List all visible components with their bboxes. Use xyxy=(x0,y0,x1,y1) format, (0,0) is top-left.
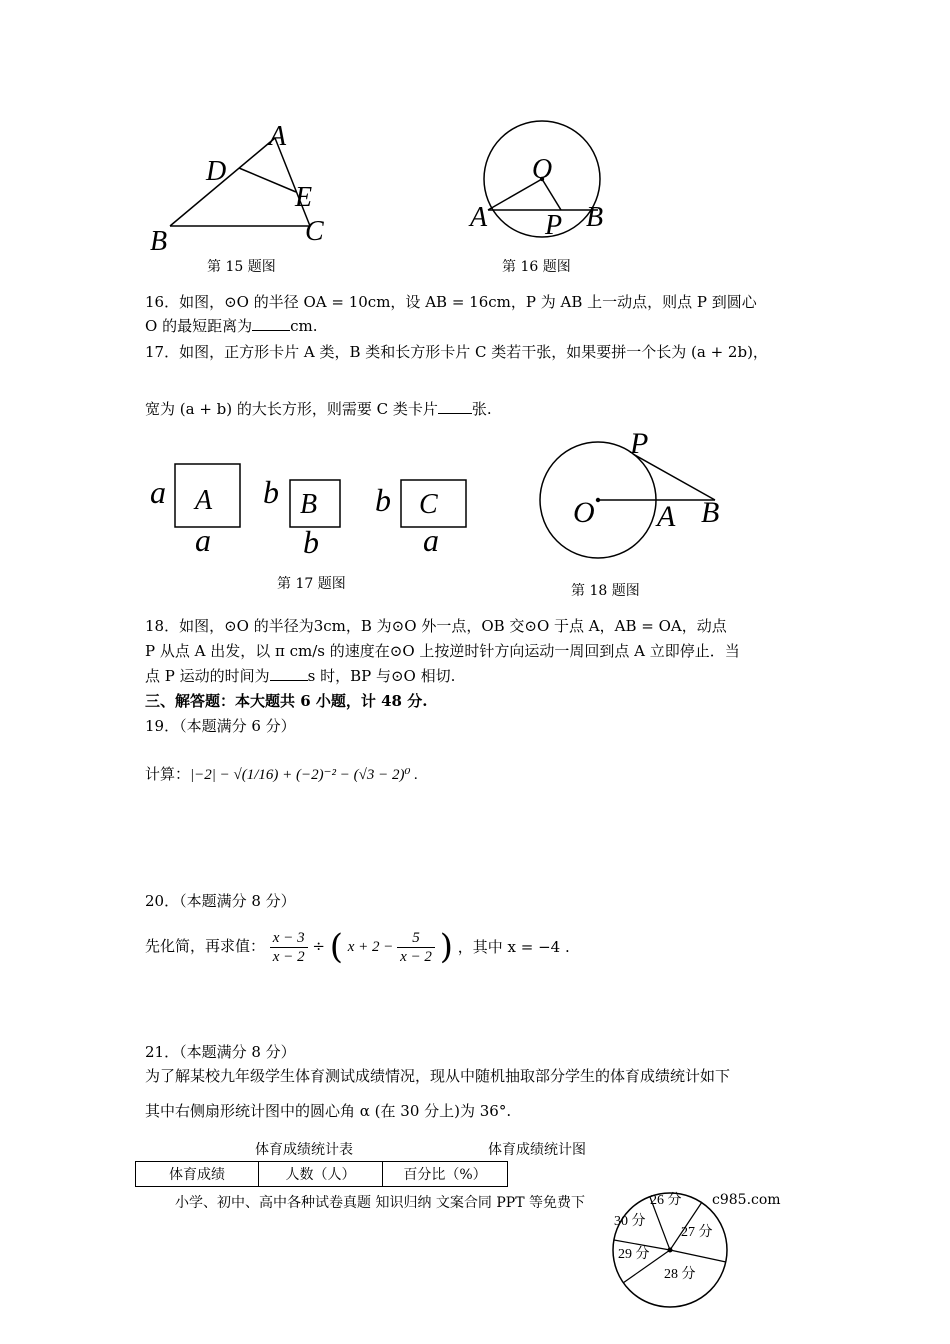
q17-line1: 17．如图，正方形卡片 A 类，B 类和长方形卡片 C 类若干张，如果要拼一个长为 (a + 2b)， xyxy=(145,343,768,361)
figure-17 xyxy=(145,455,485,560)
label-p: P xyxy=(630,428,649,460)
section-3-heading: 三、解答题：本大题共 6 小题，计 48 分. xyxy=(145,692,428,710)
q18-line3: 点 P 运动的时间为 s 时，BP 与⊙O 相切. xyxy=(145,667,456,685)
q21-head: 21．（本题满分 8 分） xyxy=(145,1043,296,1061)
q20-body: 先化简，再求值： $\frac{x - 3}{x - 2}$ ÷ ( x + 2 − $\frac{5}{x - 2}$ ) ，其中 x = −4 . xyxy=(145,927,570,967)
label-p: P xyxy=(545,210,563,241)
footer-site: c985.com xyxy=(712,1192,781,1208)
pie-title: 体育成绩统计图 xyxy=(488,1142,586,1158)
card-b-side: b xyxy=(263,474,279,510)
card-b-label: B xyxy=(300,489,318,520)
slice-label: 29 分 xyxy=(618,1247,650,1262)
slice-label: 28 分 xyxy=(664,1267,696,1282)
q17-line2: 宽为 (a + b) 的大长方形，则需要 C 类卡片 张. xyxy=(145,400,492,418)
q18-line2: P 从点 A 出发，以 π cm/s 的速度在⊙O 上按逆时针方向运动一周回到点 A 立即停止．当 xyxy=(145,642,740,660)
card-a-side: a xyxy=(150,474,166,510)
figure-18 xyxy=(530,428,740,568)
center-dot xyxy=(596,498,600,502)
q16-line2: O 的最短距离为 cm. xyxy=(145,317,318,335)
label-o: O xyxy=(573,496,595,529)
q21-line1: 为了解某校九年级学生体育测试成绩情况，现从中随机抽取部分学生的体育成绩统计如下 xyxy=(145,1067,731,1085)
card-c-label: C xyxy=(419,489,438,520)
label-a: A xyxy=(269,121,287,152)
q17-blank xyxy=(438,399,472,414)
figure-15 xyxy=(140,118,360,258)
footer-text: 小学、初中、高中各种试卷真题 知识归纳 文案合同 PPT 等免费下 xyxy=(175,1195,585,1211)
segment-pb xyxy=(633,454,715,500)
label-e: E xyxy=(295,182,313,213)
table-header: 人数（人） xyxy=(259,1162,383,1187)
q18-blank xyxy=(270,666,308,681)
card-c-bottom: a xyxy=(423,522,439,558)
score-table xyxy=(135,1161,508,1187)
label-c: C xyxy=(305,216,324,247)
fig17-caption: 第 17 题图 xyxy=(277,576,346,592)
label-a: A xyxy=(657,500,676,533)
table-header: 百分比（%） xyxy=(383,1162,508,1187)
table-header-row xyxy=(136,1162,508,1187)
figure-16 xyxy=(465,112,625,252)
slice-label: 27 分 xyxy=(681,1225,713,1240)
fig16-caption: 第 16 题图 xyxy=(502,259,571,275)
label-d: D xyxy=(206,156,227,187)
q18-line1: 18．如图，⊙O 的半径为3cm，B 为⊙O 外一点，OB 交⊙O 于点 A，AB = OA，动点 xyxy=(145,617,727,635)
fig15-caption: 第 15 题图 xyxy=(207,259,276,275)
label-b: B xyxy=(150,226,168,257)
table-header: 体育成绩 xyxy=(136,1162,259,1187)
label-a: A xyxy=(470,202,488,233)
q16-line1: 16．如图，⊙O 的半径 OA = 10cm，设 AB = 16cm，P 为 AB 上一动点，则点 P 到圆心 xyxy=(145,293,757,311)
slice-label: 26 分 xyxy=(650,1193,682,1208)
segment-de xyxy=(239,168,296,192)
card-a-bottom: a xyxy=(195,522,211,558)
q19-head: 19．（本题满分 6 分） xyxy=(145,717,296,735)
card-a-label: A xyxy=(195,485,213,516)
q16-blank xyxy=(252,316,290,331)
q20-fraction-1: $\frac{x - 3}{x - 2}$ xyxy=(270,929,308,966)
q21-line2: 其中右侧扇形统计图中的圆心角 α (在 30 分上)为 36°. xyxy=(145,1102,512,1120)
label-o: O xyxy=(532,154,553,185)
card-b-bottom: b xyxy=(303,524,319,560)
pie-center xyxy=(668,1248,673,1253)
fig18-caption: 第 18 题图 xyxy=(571,583,640,599)
q19-expression: |−2| − √(1/16) + (−2)⁻² − (√3 − 2)⁰ . xyxy=(190,767,419,783)
q19-body: 计算：|−2| − √(1/16) + (−2)⁻² − (√3 − 2)⁰ . xyxy=(145,765,419,783)
table-title: 体育成绩统计表 xyxy=(255,1142,353,1158)
label-b: B xyxy=(701,496,720,529)
q20-fraction-2: $\frac{5}{x - 2}$ xyxy=(397,929,435,966)
label-b: B xyxy=(586,202,604,233)
slice-label: 30 分 xyxy=(614,1214,646,1229)
card-c-side: b xyxy=(375,482,391,518)
q20-head: 20．（本题满分 8 分） xyxy=(145,892,296,910)
